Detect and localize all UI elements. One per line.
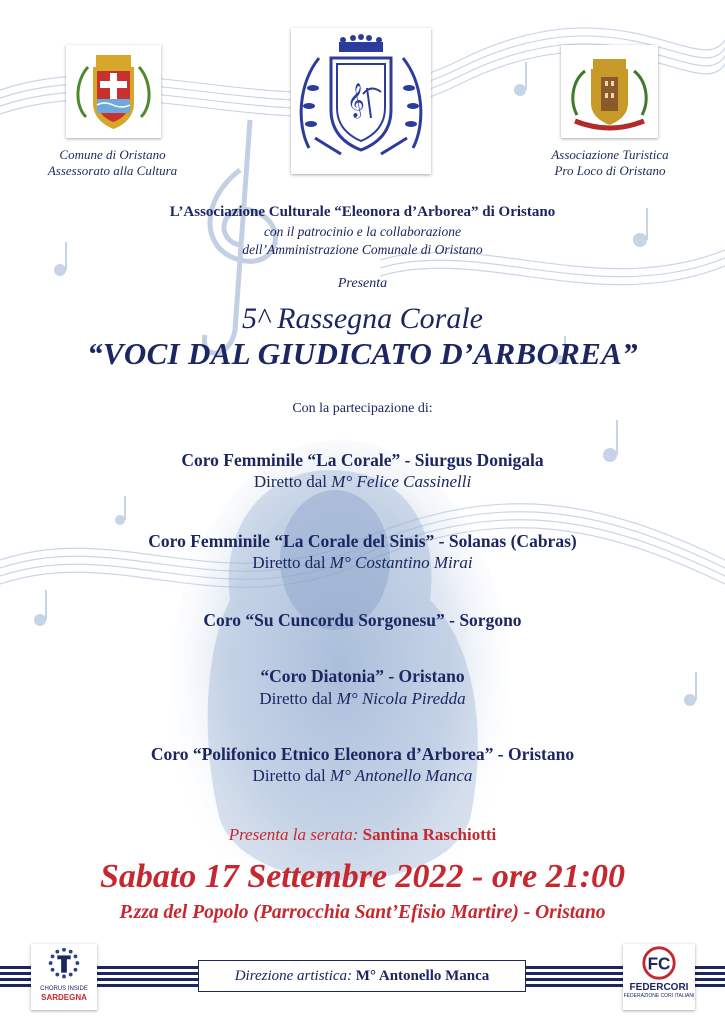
svg-text:FC: FC: [647, 954, 671, 974]
director-prefix: Diretto dal: [252, 553, 330, 572]
chorus-inside-text: CHORUS INSIDE: [40, 986, 88, 992]
choir-4-director: [0, 689, 725, 709]
artistic-direction-label: Direzione artistica:: [234, 968, 353, 984]
federcori-logo: [623, 944, 695, 1010]
choir-5-director: [0, 766, 725, 786]
svg-text:𝄞: 𝄞: [347, 83, 365, 118]
artistic-direction-box: [198, 960, 526, 992]
host-label: Presenta la serata:: [228, 825, 359, 844]
choir-2-name: Coro Femminile “La Corale del Sinis” - Solanas (Cabras): [148, 531, 577, 551]
director-name: M° Antonello Manca: [329, 766, 473, 785]
coat-of-arms-oristano-icon: [66, 45, 161, 138]
choir-5-name: Coro “Polifonico Etnico Eleonora d’Arborea” - Oristano: [150, 744, 575, 764]
director-prefix: Diretto dal: [252, 766, 330, 785]
choir-3-name: Coro “Su Cuncordu Sorgonesu” - Sorgono: [203, 610, 522, 630]
administration-line: dell’Amministrazione Comunale di Oristano: [242, 242, 483, 257]
oristano-coat-of-arms-logo: [66, 45, 161, 138]
director-name: M° Costantino Mirai: [329, 553, 473, 572]
caption-comune: Comune di Oristano: [59, 147, 166, 162]
federcori-name: FEDERCORI: [629, 982, 689, 993]
chorus-inside-icon: [31, 944, 97, 986]
choir-4-name: “Coro Diatonia” - Oristano: [260, 666, 465, 686]
director-prefix: Diretto dal: [253, 472, 332, 491]
director-name: M° Felice Cassinelli: [331, 472, 472, 491]
patronage-line: con il patrocinio e la collaborazione: [263, 224, 462, 239]
pro-loco-crest-logo: [561, 45, 658, 138]
participation-label: Con la partecipazione di:: [292, 401, 433, 416]
caption-associazione-turistica: Associazione Turistica: [551, 147, 669, 162]
host-line: [0, 825, 725, 845]
caption-assessorato: Assessorato alla Cultura: [47, 163, 178, 178]
presenta-label: Presenta: [337, 276, 388, 291]
event-subtitle: 5^ Rassegna Corale: [242, 302, 483, 335]
pro-loco-crest-icon: [561, 45, 658, 138]
chorus-inside-sardegna-logo: [31, 944, 97, 1010]
choir-2-director: [0, 553, 725, 573]
choir-1-name: Coro Femminile “La Corale” - Siurgus Donigala: [181, 450, 544, 470]
director-prefix: Diretto dal: [259, 689, 337, 708]
association-crest-icon: [291, 28, 431, 174]
sardegna-text: SARDEGNA: [41, 993, 87, 1002]
choir-1-director: [0, 472, 725, 492]
director-name: M° Nicola Piredda: [336, 689, 466, 708]
artistic-director-name: M° Antonello Manca: [355, 968, 490, 984]
federcori-subtitle: FEDERAZIONE CORI ITALIANI: [623, 993, 695, 999]
right-logo-caption: [520, 147, 700, 179]
association-crest-logo: [291, 28, 431, 174]
left-logo-caption: [20, 147, 205, 179]
organizer-line: L’Associazione Culturale “Eleonora d’Arborea” di Oristano: [169, 204, 556, 220]
event-venue: P.zza del Popolo (Parrocchia Sant’Efisio Martire) - Oristano: [119, 902, 606, 923]
caption-pro-loco: Pro Loco di Oristano: [554, 163, 666, 178]
federcori-icon: [623, 944, 695, 982]
event-title: “VOCI DAL GIUDICATO D’ARBOREA”: [87, 336, 638, 371]
event-date: Sabato 17 Settembre 2022 - ore 21:00: [99, 858, 626, 895]
host-name: Santina Raschiotti: [362, 825, 497, 844]
